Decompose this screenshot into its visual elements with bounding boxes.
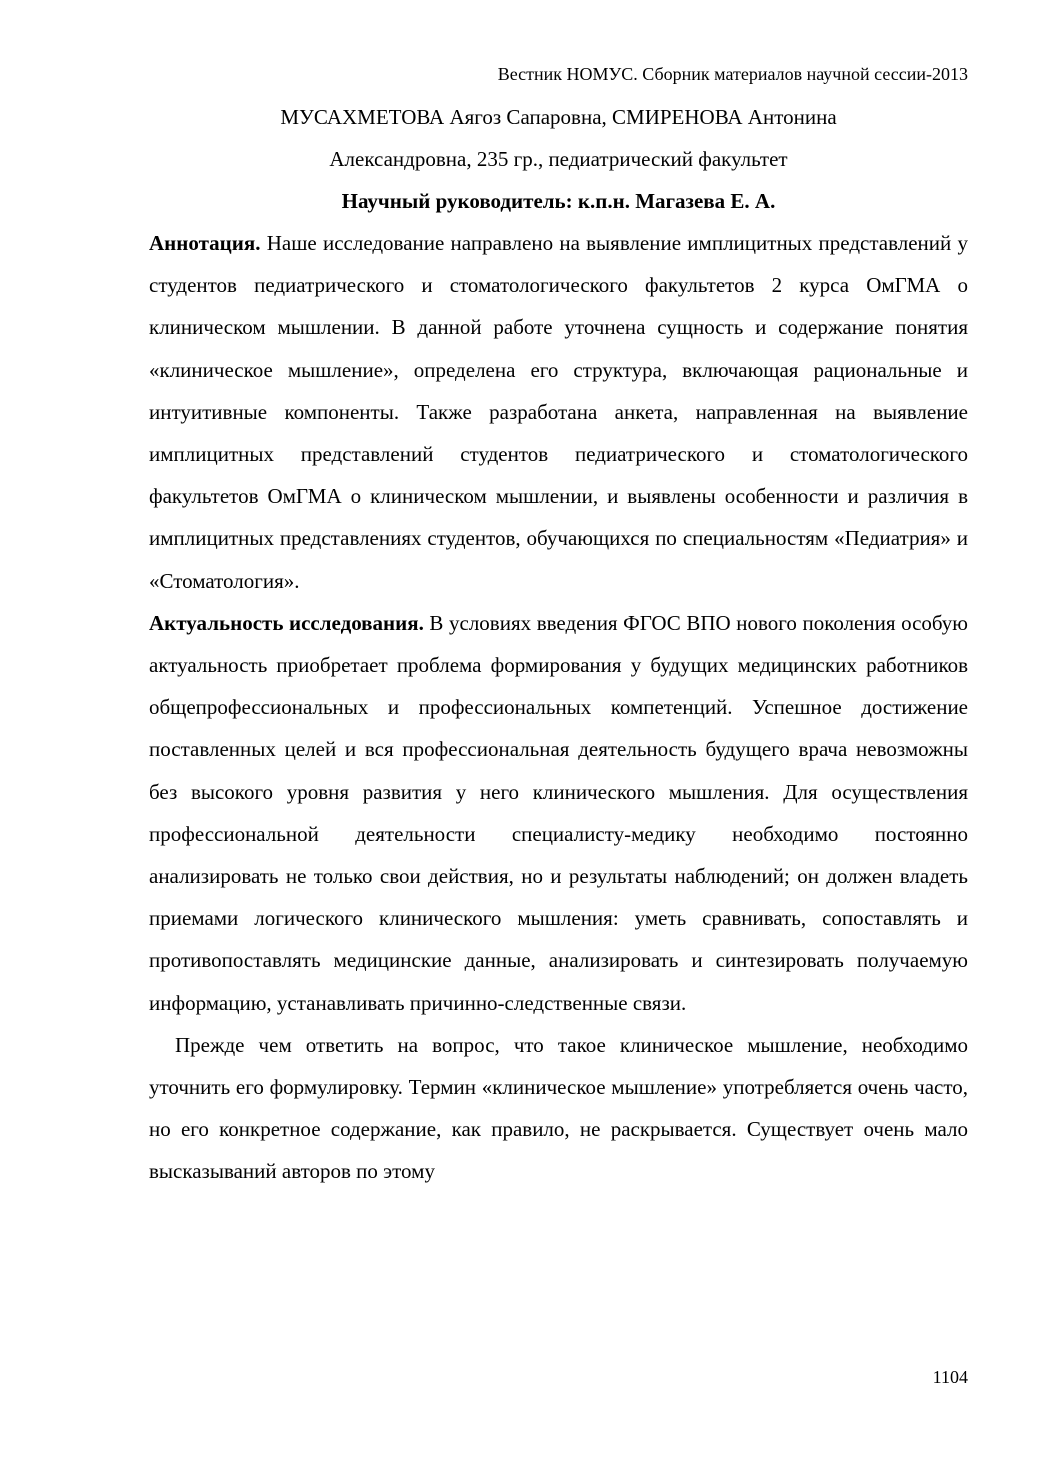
- authors-line-1: МУСАХМЕТОВА Аягоз Сапаровна, СМИРЕНОВА Антонина: [280, 105, 837, 129]
- article-body: [149, 96, 968, 1193]
- abstract-paragraph: [149, 222, 968, 602]
- abstract-text: Наше исследование направлено на выявление имплицитных представлений у студентов педиатрического и стоматологического факультетов 2 курса ОмГМА о клиническом мышлении. В данной работе уточнена сущность и содержание понятия «клиническое мышление», определена его структура, включающая рациональные и интуитивные компоненты. Также разработана анкета, направленная на выявление имплицитных представлений студентов педиатрического и стоматологического факультетов ОмГМА о клиническом мышлении, и выявлены особенности и различия в имплицитных представлениях студентов, обучающихся по специальностям «Педиатрия» и «Стоматология».: [149, 231, 968, 593]
- abstract-label: Аннотация.: [149, 231, 261, 255]
- page-number: 1104: [932, 1367, 968, 1387]
- body-paragraph: Прежде чем ответить на вопрос, что такое клиническое мышление, необходимо уточнить его формулировку. Термин «клиническое мышление» употребляется очень часто, но его конкретное содержание, как правило, не раскрывается. Существует очень мало высказываний авторов по этому: [149, 1032, 968, 1184]
- running-header: Вестник НОМУС. Сборник материалов научной сессии-2013: [497, 64, 968, 84]
- supervisor-line: Научный руководитель: к.п.н. Магазева Е. А.: [341, 189, 776, 213]
- relevance-paragraph: [149, 602, 968, 1024]
- authors-line-2: Александровна, 235 гр., педиатрический факультет: [329, 147, 788, 171]
- relevance-label: Актуальность исследования.: [149, 610, 424, 635]
- relevance-text: В условиях введения ФГОС ВПО нового поколения особую актуальность приобретает проблема формирования у будущих медицинских работников общепрофессиональных и профессиональных компетенций. Успешное достижение поставленных целей и вся профессиональная деятельность будущего врача невозможны без высокого уровня развития у него клинического мышления. Для осуществления профессиональной деятельности специалисту-медику необходимо постоянно анализировать не только свои действия, но и результаты наблюдений; он должен владеть приемами логического клинического мышления: уметь сравнивать, сопоставлять и противопоставлять медицинские данные, анализировать и синтезировать получаемую информацию, устанавливать причинно-следственные связи.: [149, 610, 968, 1015]
